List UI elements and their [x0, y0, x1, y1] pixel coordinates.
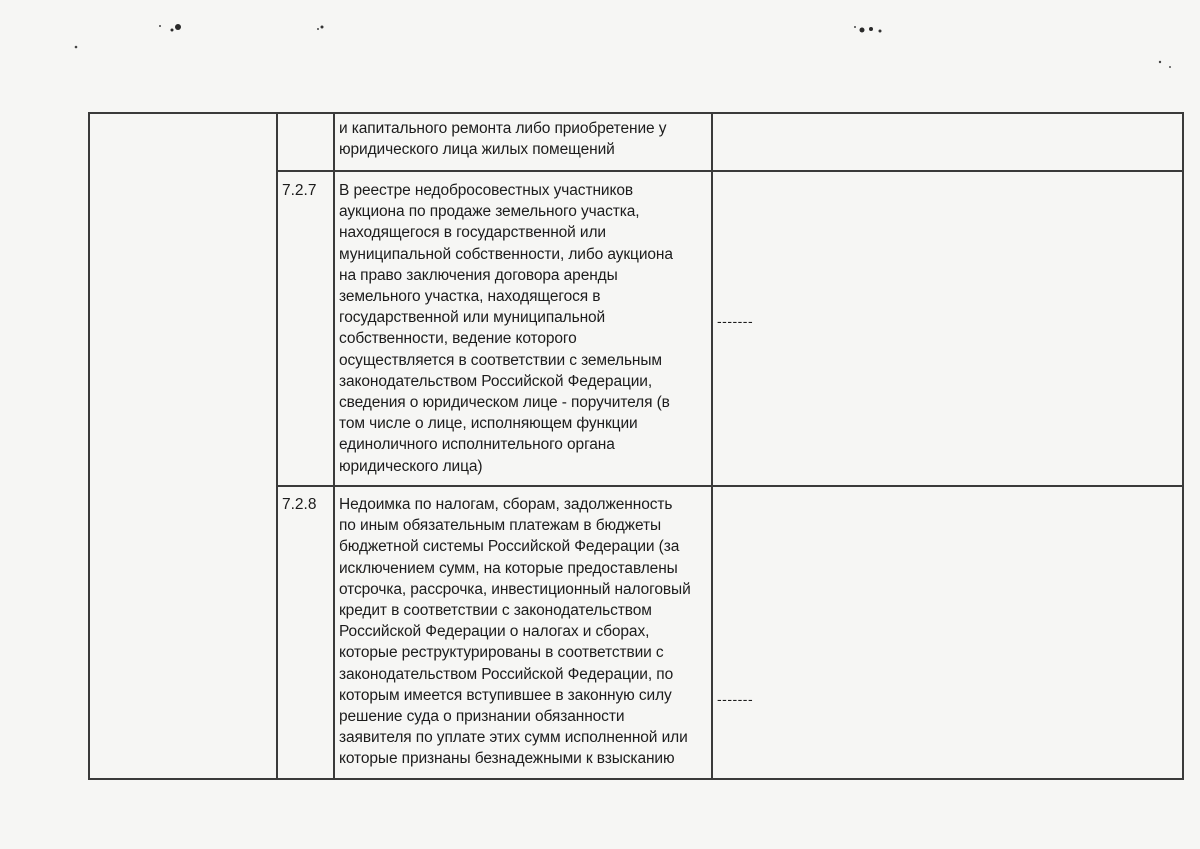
text-line: аукциона по продаже земельного участка, [339, 203, 640, 221]
row-description [339, 180, 673, 477]
text-line: которые признаны безнадежными к взысканию [339, 750, 675, 768]
text-line: по иным обязательным платежам в бюджеты [339, 517, 661, 535]
requirements-table [88, 112, 1184, 780]
row-divider [276, 485, 1184, 487]
text-line: сведения о юридическом лице - поручителя (в [339, 394, 670, 412]
row-description [339, 494, 691, 770]
table-border-top [88, 112, 1184, 114]
text-line: которым имеется вступившее в законную силу [339, 686, 672, 704]
scan-specks [0, 0, 1200, 120]
text-line: находящегося в государственной или [339, 224, 606, 242]
continuation-description [339, 118, 666, 160]
column-divider [276, 112, 278, 780]
text-line: земельного участка, находящегося в [339, 288, 601, 306]
text-line: законодательством Российской Федерации, [339, 372, 653, 390]
text-line: заявителя по уплате этих сумм исполненной или [339, 729, 688, 747]
text-line: Недоимка по налогам, сборам, задолженность [339, 496, 673, 513]
text-line: юридического лица жилых помещений [339, 141, 615, 159]
text-line: том числе о лице, исполняющем функции [339, 415, 638, 433]
column-divider [333, 112, 335, 780]
text-line: осуществляется в соответствии с земельным [339, 351, 662, 369]
row-number: 7.2.7 [282, 182, 317, 199]
text-line: законодательством Российской Федерации, по [339, 665, 674, 683]
row-value: ------- [717, 313, 754, 329]
text-line: кредит в соответствии с законодательством [339, 602, 652, 620]
text-line: Российской Федерации о налогах и сборах, [339, 623, 650, 641]
row-value: ------- [717, 691, 754, 707]
text-line: исключением сумм, на которые предоставлены [339, 559, 678, 577]
text-line: юридического лица) [339, 457, 483, 475]
row-number: 7.2.8 [282, 496, 317, 513]
table-border-left [88, 112, 90, 780]
text-line: отсрочка, рассрочка, инвестиционный налоговый [339, 580, 691, 598]
table-border-bottom [88, 778, 1184, 780]
text-line: муниципальной собственности, либо аукциона [339, 245, 673, 263]
text-line: бюджетной системы Российской Федерации (за [339, 538, 680, 556]
text-line: государственной или муниципальной [339, 309, 606, 327]
text-line: на право заключения договора аренды [339, 266, 618, 284]
text-line: единоличного исполнительного органа [339, 436, 615, 454]
text-line: которые реструктурированы в соответствии с [339, 644, 664, 662]
text-line: собственности, ведение которого [339, 330, 577, 348]
text-line: В реестре недобросовестных участников [339, 182, 633, 199]
row-divider [276, 170, 1184, 172]
text-line: и капитального ремонта либо приобретение у [339, 120, 667, 137]
table-border-right [1182, 112, 1184, 780]
column-divider [711, 112, 713, 780]
text-line: решение суда о признании обязанности [339, 708, 625, 726]
